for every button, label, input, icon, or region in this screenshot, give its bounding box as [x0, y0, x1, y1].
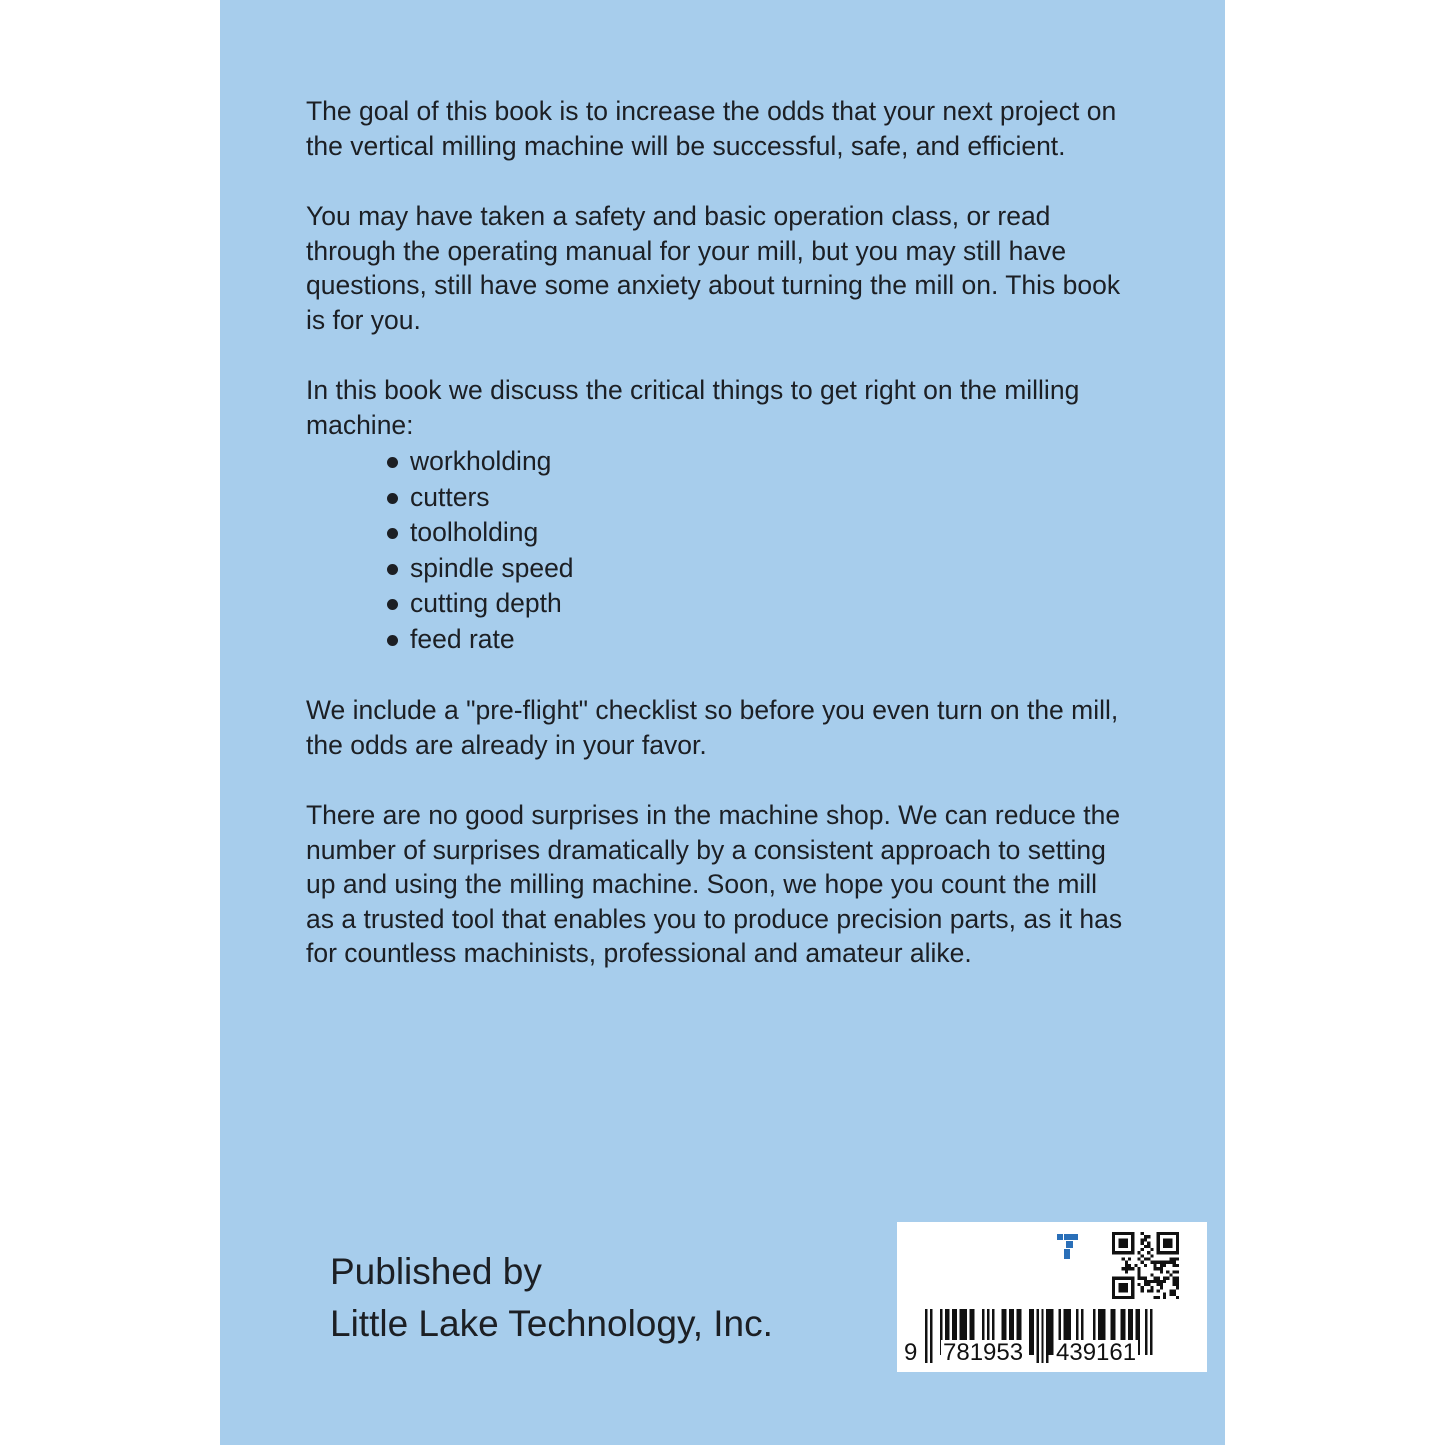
- list-item-label: cutting depth: [410, 588, 562, 618]
- paragraph-checklist: We include a "pre-flight" checklist so before you even turn on the mill, the odds are already in your favor.: [306, 695, 1119, 760]
- publisher-line-1: Published by: [330, 1251, 542, 1292]
- isbn-right-group: 439161: [1056, 1339, 1137, 1366]
- paragraph-goal: The goal of this book is to increase the odds that your next project on the vertical milling machine will be successful, safe, and efficient.: [306, 96, 1117, 161]
- isbn-barcode-label: [897, 1222, 1207, 1372]
- bullet-icon: [387, 564, 398, 575]
- list-item-label: toolholding: [410, 517, 539, 547]
- publisher-name: Little Lake Technology, Inc.: [330, 1303, 773, 1344]
- paragraph-closing: There are no good surprises in the machine shop. We can reduce the number of surprises dramatically by a consistent approach to setting up and using the milling machine. Soon, we hope you count the mill as a trusted tool that enables you to produce precision parts, as it has for countless machinists, professional and amateur alike.: [306, 800, 1123, 968]
- bullet-icon: [387, 635, 398, 646]
- back-cover: [220, 0, 1225, 1445]
- isbn-left-group: 781953: [943, 1339, 1024, 1366]
- list-item-label: workholding: [410, 446, 552, 476]
- bullet-icon: [387, 457, 398, 468]
- blurb: [306, 94, 1126, 1007]
- printer-logo-icon: [1057, 1232, 1081, 1260]
- bullet-icon: [387, 528, 398, 539]
- list-item: [386, 515, 1126, 551]
- list-item-label: spindle speed: [410, 552, 574, 583]
- publisher-credit: [330, 1246, 773, 1350]
- list-item: [386, 551, 1126, 587]
- list-item-label: cutters: [410, 481, 490, 512]
- list-item-label: feed rate: [410, 623, 515, 654]
- qr-code-icon: [1112, 1232, 1179, 1299]
- topics-list: [386, 444, 1126, 657]
- isbn-first-digit: 9: [904, 1339, 918, 1366]
- list-item: [386, 444, 1126, 480]
- bullet-icon: [387, 493, 398, 504]
- list-item: [386, 622, 1126, 658]
- list-item: [386, 480, 1126, 516]
- paragraph-topics-intro: In this book we discuss the critical things to get right on the milling machine:: [306, 375, 1080, 440]
- bullet-icon: [387, 599, 398, 610]
- paragraph-audience: You may have taken a safety and basic operation class, or read through the operating manual for your mill, but you may still have questions, still have some anxiety about turning the mill on. This book is for you.: [306, 201, 1121, 335]
- list-item: [386, 586, 1126, 622]
